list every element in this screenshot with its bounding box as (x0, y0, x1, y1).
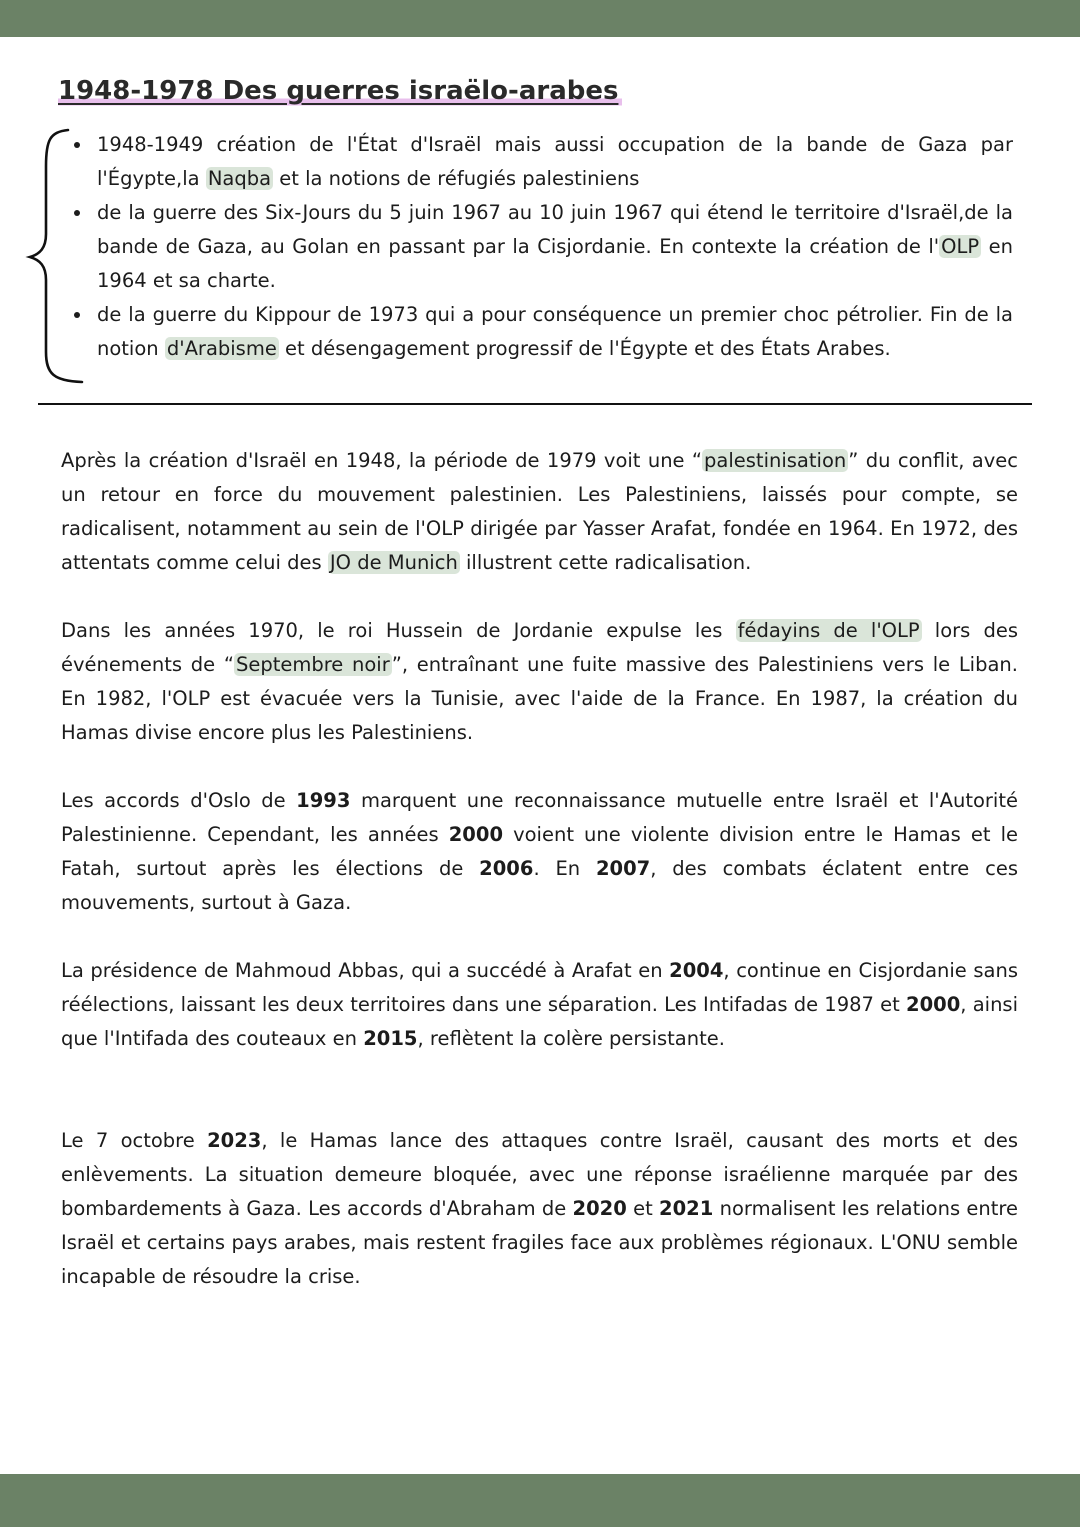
top-band (0, 0, 1080, 37)
highlighted-term: JO de Munich (329, 551, 458, 574)
events-bullet-list (73, 128, 1013, 366)
highlighted-term: fédayins de l'OLP (737, 619, 920, 642)
highlighted-term: OLP (941, 235, 980, 258)
list-item: de la guerre des Six-Jours du 5 juin 1967 au 10 juin 1967 qui étend le territoire d'Israël,de la bande de Gaza, au Golan en passant par la Cisjordanie. En contexte la création de l' OLP en 1964 et sa charte. (73, 196, 1013, 298)
section-divider (38, 403, 1032, 405)
paragraph-2023: Le 7 octobre 2023, le Hamas lance des attaques contre Israël, causant des morts et des enlèvements. La situation demeure bloquée, avec une réponse israélienne marquée par des bombardements à Gaza. Les accords d'Abraham de 2020 et 2021 normalisent les relations entre Israël et certains pays arabes, mais restent fragiles face aux problèmes régionaux. L'ONU semble incapable de résoudre la crise. (61, 1129, 1018, 1288)
bottom-band (0, 1474, 1080, 1527)
paragraph-abbas: La présidence de Mahmoud Abbas, qui a succédé à Arafat en 2004, continue en Cisjordanie sans réélections, laissant les deux territoires dans une séparation. Les Intifadas de 1987 et 2000, ainsi que l'Intifada des couteaux en 2015, reflètent la colère persistante. (61, 959, 1018, 1050)
page-title: 1948-1978 Des guerres israëlo-arabes (58, 76, 622, 108)
highlighted-term: Naqba (207, 167, 272, 190)
paragraph-palestinisation: Après la création d'Israël en 1948, la période de 1979 voit une “ palestinisation ” du conflit, avec un retour en force du mouvement palestinien. Les Palestiniens, laissés pour compte, se radicalisent, notamment au sein de l'OLP dirigée par Yasser Arafat, fondée en 1964. En 1972, des attentats comme celui des JO de Munich illustrent cette radicalisation. (61, 449, 1018, 574)
paragraph-oslo: Les accords d'Oslo de 1993 marquent une reconnaissance mutuelle entre Israël et l'Autorité Palestinienne. Cependant, les années 2000 voient une violente division entre le Hamas et le Fatah, surtout après les élections de 2006. En 2007, des combats éclatent entre ces mouvements, surtout à Gaza. (61, 789, 1018, 914)
highlighted-term: d'Arabisme (166, 337, 277, 360)
paragraph-septembre-noir: Dans les années 1970, le roi Hussein de Jordanie expulse les fédayins de l'OLP lors des événements de “ Septembre noir ”, entraînant une fuite massive des Palestiniens vers le Liban. En 1982, l'OLP est évacuée vers la Tunisie, avec l'aide de la France. En 1987, la création du Hamas divise encore plus les Palestiniens. (61, 619, 1019, 744)
list-item: de la guerre du Kippour de 1973 qui a pour conséquence un premier choc pétrolier. Fin de la notion d'Arabisme et désengagement progressif de l'Égypte et des États Arabes. (73, 298, 1013, 366)
list-item: 1948-1949 création de l'État d'Israël mais aussi occupation de la bande de Gaza par l'Égypte,la Naqba et la notions de réfugiés palestiniens (73, 128, 1013, 196)
highlighted-term: palestinisation (704, 449, 847, 472)
highlighted-term: Septembre noir (235, 653, 390, 676)
